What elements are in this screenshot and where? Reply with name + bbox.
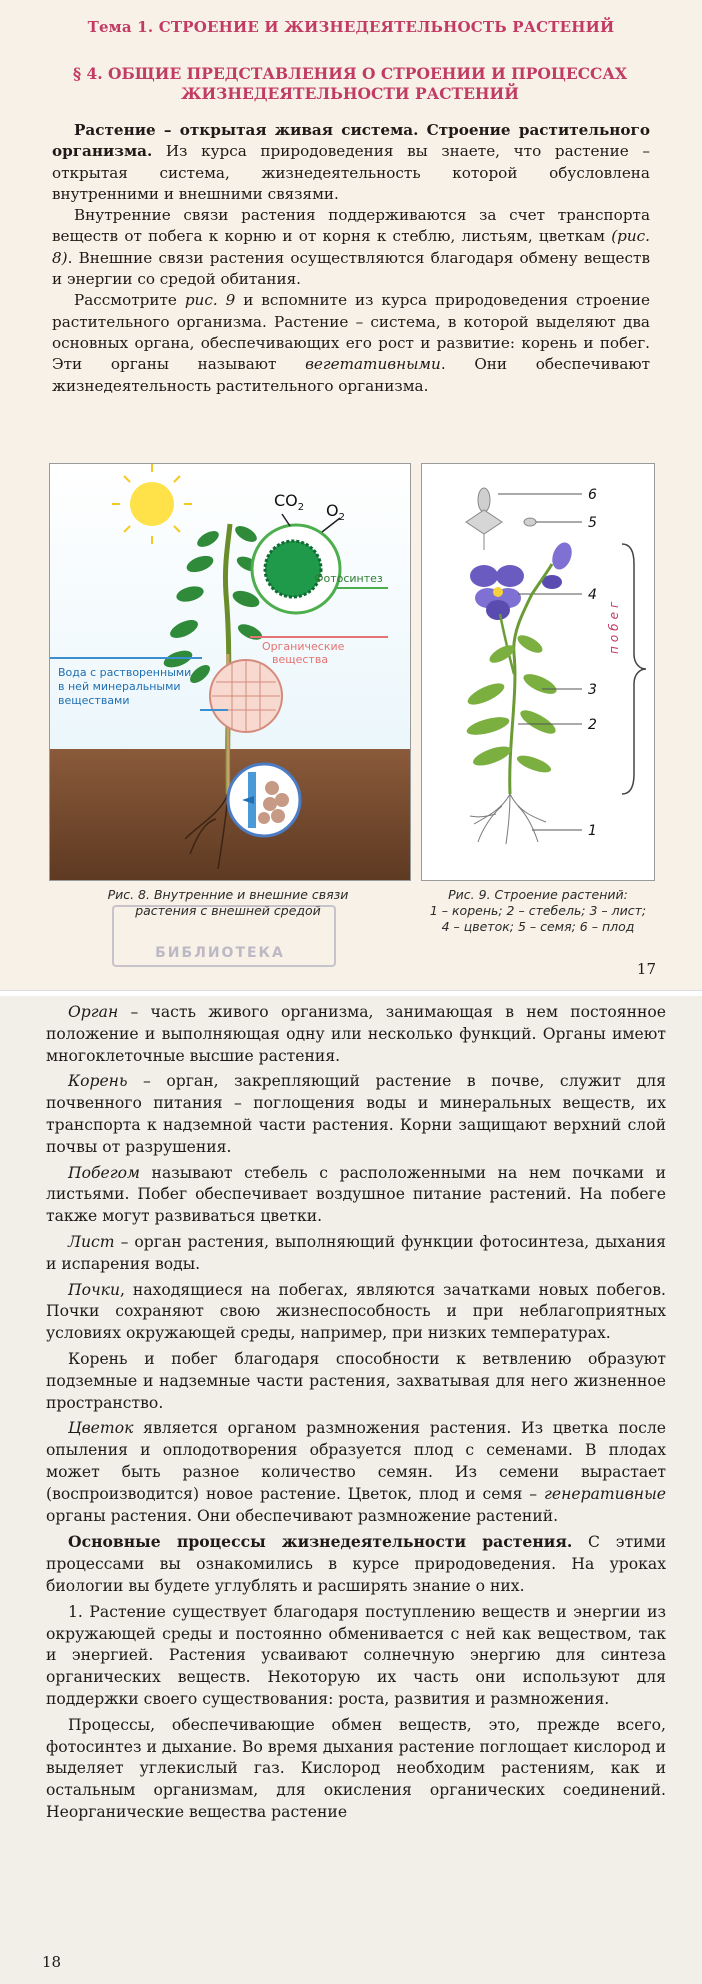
term: Корень bbox=[68, 1072, 128, 1091]
paragraph: Почки, находящиеся на побегах, являются зачатками новых побегов. Почки сохраняют свою жизнеспособность и при неблагоприятных условиях окружающей среды, например, при низких температурах. bbox=[46, 1280, 666, 1343]
flower-icon bbox=[470, 540, 575, 620]
fig9-number-6: 6 bbox=[588, 487, 597, 503]
fruit-icon bbox=[466, 488, 502, 550]
bold-heading: Растение – открытая живая система. Строение растительного организма. bbox=[52, 121, 650, 161]
topic-header: Тема 1. СТРОЕНИЕ И ЖИЗНЕДЕЯТЕЛЬНОСТЬ РАСТЕНИЙ bbox=[87, 18, 615, 36]
term: Лист bbox=[68, 1232, 115, 1251]
paragraph: Растение – открытая живая система. Строение растительного организма. Из курса природоведения вы знаете, что растение – открытая система, жизнедеятельность которой обусловлена внутренними и внешними связями. bbox=[52, 121, 650, 203]
paragraph: Корень – орган, закрепляющий растение в почве, служит для почвенного питания – поглощения воды и минеральных веществ, их транспорта к надземной части растения. Корни защищают верхний слой почвы от разрушения. bbox=[46, 1072, 666, 1156]
organic-label-1: Органические bbox=[262, 640, 345, 653]
section-title-line-1: § 4. ОБЩИЕ ПРЕДСТАВЛЕНИЯ О СТРОЕНИИ И ПРОЦЕССАХ bbox=[72, 64, 628, 83]
water-label-2: в ней минеральными bbox=[58, 680, 181, 693]
fig9-number-4: 4 bbox=[588, 587, 597, 603]
term: Побегом bbox=[68, 1163, 140, 1182]
body-text-page-17 bbox=[52, 120, 650, 397]
paragraph: Цветок является органом размножения растения. Из цветка после опыления и оплодотворения образуется плод с семенами. В плодах может быть разное количество семян. Из семени вырастает (воспроизводится) новое растение. Цветок, плод и семя – генеративные органы растения. Они обеспечивают размножение растений. bbox=[46, 1419, 666, 1525]
co2-label: $CO_2$ bbox=[274, 491, 305, 513]
fig9-number-2: 2 bbox=[588, 717, 597, 733]
paragraph: Лист – орган растения, выполняющий функции фотосинтеза, дыхания и испарения воды. bbox=[46, 1232, 666, 1273]
organic-label-2: вещества bbox=[272, 653, 329, 666]
page-17 bbox=[0, 0, 702, 990]
section-title-line-2: ЖИЗНЕДЕЯТЕЛЬНОСТИ РАСТЕНИЙ bbox=[181, 84, 519, 103]
fig9-number-5: 5 bbox=[588, 515, 597, 531]
water-label-3: веществами bbox=[58, 694, 130, 707]
fig9-number-1: 1 bbox=[588, 823, 597, 839]
figure-reference: рис. 9 bbox=[184, 291, 236, 310]
bold-heading: Основные процессы жизнедеятельности растения. bbox=[68, 1532, 573, 1552]
figure-9-caption: Рис. 9. Строение растений: 1 – корень; 2 – стебель; 3 – лист; 4 – цветок; 5 – семя; 6 – плод bbox=[429, 887, 647, 934]
o2-label: $O_2$ bbox=[326, 501, 345, 523]
body-text-page-18 bbox=[46, 1002, 666, 1828]
water-label-1: Вода с растворенными bbox=[58, 666, 192, 679]
paragraph: Основные процессы жизнедеятельности растения. С этими процессами вы ознакомились в курсе природоведения. На уроках биологии вы будете углублять и расширять знание о них. bbox=[46, 1532, 666, 1595]
figure-8-caption: Рис. 8. Внутренние и внешние связи растения с внешней средой bbox=[107, 887, 349, 918]
term: Орган bbox=[68, 1003, 119, 1021]
paragraph: Побегом называют стебель с расположенными на нем почками и листьями. Побег обеспечивает воздушное питание растений. На побеге также могут развиваться цветки. bbox=[46, 1163, 666, 1226]
figure-9-illustration bbox=[422, 464, 654, 880]
figure-9 bbox=[421, 463, 655, 881]
figure-8-illustration bbox=[50, 464, 410, 880]
term: Почки bbox=[68, 1280, 121, 1299]
shoot-label: побег bbox=[607, 597, 621, 654]
paragraph: Рассмотрите рис. 9 и вспомните из курса природоведения строение растительного организма. Растение – система, в которой выделяют два основных органа, обеспечивающих его рост и развитие: корень и побег. Эти органы называют вегетативными. Они обеспечивают жизнедеятельность растительного организма. bbox=[52, 291, 651, 395]
paragraph: Процессы, обеспечивающие обмен веществ, это, прежде всего, фотосинтез и дыхание. Во время дыхания растение поглощает кислород и выделяет углекислый газ. Кислород необходим растениям, как и остальным организмам, для окисления органических соединений. Неорганические вещества растение bbox=[46, 1715, 666, 1821]
paragraph: 1. Растение существует благодаря поступлению веществ и энергии из окружающей среды и постоянно обменивается с ней как веществом, так и энергией. Растения усваивают солнечную энергию для синтеза органических веществ. Некоторую их часть они используют для поддержки своего существования: роста, развития и размножения. bbox=[46, 1602, 666, 1708]
paragraph: Орган – часть живого организма, занимающая в нем постоянное положение и выполняющая одну или несколько функций. Органы имеют многоклеточные высшие растения. bbox=[46, 1003, 666, 1065]
fig9-number-3: 3 bbox=[588, 682, 597, 698]
library-stamp-text: БИБЛИОТЕКА bbox=[155, 945, 285, 961]
root-icon bbox=[470, 794, 546, 844]
term: Цветок bbox=[68, 1419, 134, 1438]
section-title bbox=[60, 64, 640, 104]
paragraph: Внутренние связи растения поддерживаются за счет транспорта веществ от побега к корню и от корня к стеблю, листьям, цветкам (рис. 8). Внешние связи растения осуществляются благодаря обмену веществ и энергии со средой обитания. bbox=[52, 206, 650, 289]
term: генеративные bbox=[544, 1484, 666, 1503]
figure-reference: (рис. 8) bbox=[52, 227, 650, 267]
page-number: 18 bbox=[42, 1953, 62, 1971]
leaf-icon bbox=[465, 632, 559, 776]
figure-8 bbox=[49, 463, 411, 881]
photosynthesis-label: Фотосинтез bbox=[314, 572, 383, 585]
page-number: 17 bbox=[636, 960, 656, 978]
term: вегетативными bbox=[305, 355, 441, 374]
paragraph: Корень и побег благодаря способности к ветвлению образуют подземные и надземные части растения, захватывая для него жизненное пространство. bbox=[46, 1349, 666, 1412]
